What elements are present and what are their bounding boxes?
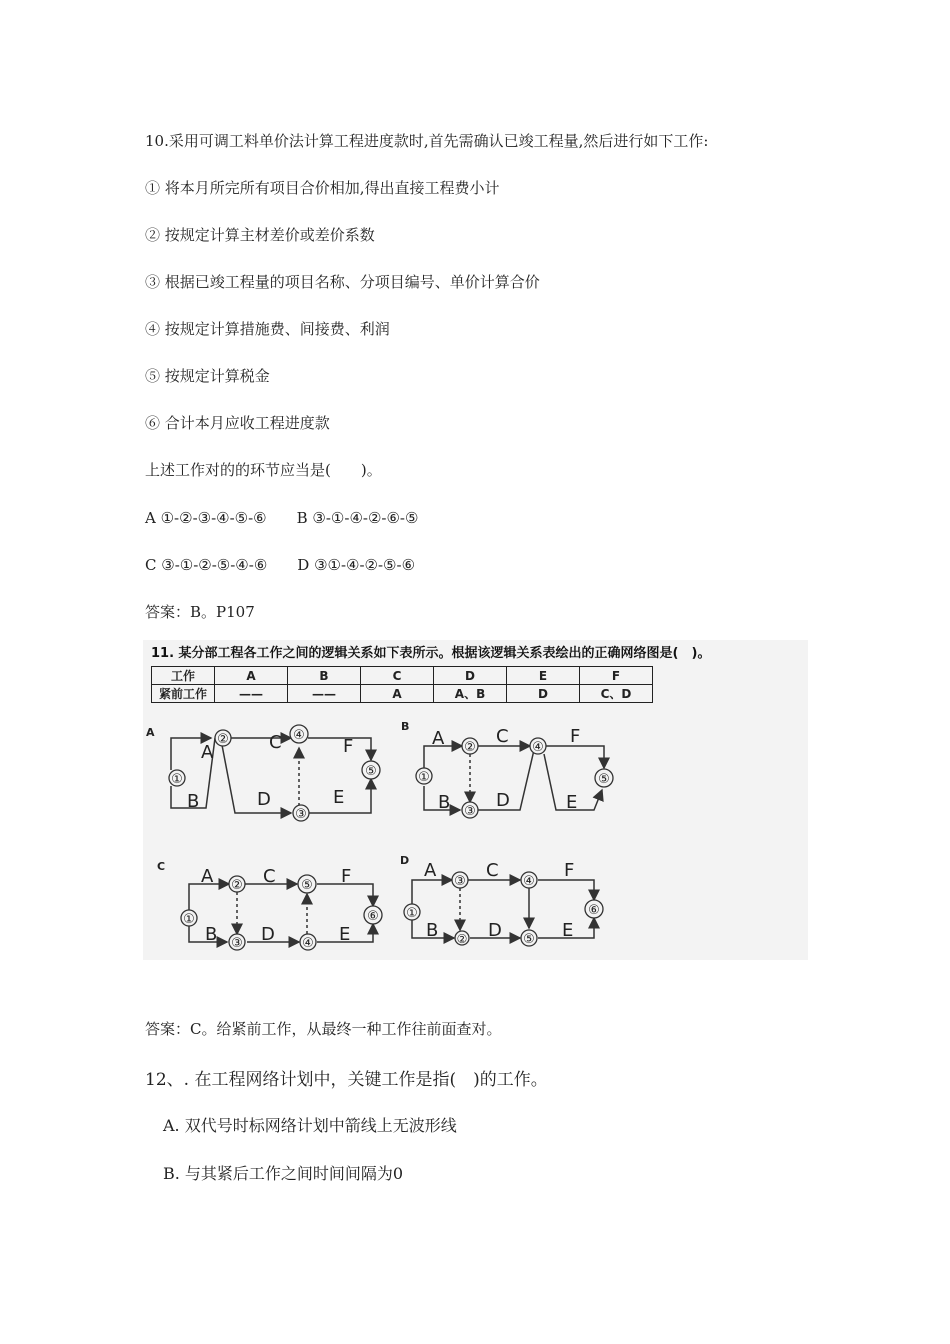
- node-label: ③: [464, 804, 476, 819]
- node-label: ⑤: [598, 772, 610, 787]
- activity-label: F: [341, 866, 352, 887]
- node-label: ④: [293, 728, 305, 743]
- node-label: ⑥: [588, 903, 600, 918]
- table-cell: A、B: [434, 685, 507, 703]
- activity-label: D: [261, 924, 275, 945]
- table-cell: F: [580, 667, 653, 685]
- activity-label: F: [570, 726, 581, 747]
- node-label: ⑤: [365, 764, 377, 779]
- network-diagram-d: [398, 852, 623, 957]
- node-label: ①: [406, 906, 418, 921]
- q11-caption: 11. 某分部工程各工作之间的逻辑关系如下表所示。根据该逻辑关系表绘出的正确网络图是( )。: [151, 646, 711, 661]
- table-header-pred: 紧前工作: [152, 685, 215, 703]
- table-cell: D: [507, 685, 580, 703]
- activity-label: E: [339, 924, 351, 945]
- q10-step-5: ⑤ 按规定计算税金: [145, 367, 270, 385]
- table-cell: A: [361, 685, 434, 703]
- table-cell: C: [361, 667, 434, 685]
- activity-label: B: [187, 791, 200, 812]
- node-label: ④: [523, 874, 535, 889]
- diagram-letter: C: [157, 860, 166, 873]
- activity-label: F: [564, 860, 575, 881]
- logic-table-row-pred: [152, 685, 653, 703]
- q12-stem: 12、. 在工程网络计划中，关键工作是指( )的工作。: [145, 1070, 548, 1090]
- q10-options-row1: A ①-②-③-④-⑤-⑥ B ③-①-④-②-⑥-⑤: [145, 509, 419, 527]
- activity-label: E: [566, 792, 578, 813]
- node-label: ③: [454, 874, 466, 889]
- activity-label: B: [438, 792, 451, 813]
- q10-step-2: ② 按规定计算主材差价或差价系数: [145, 226, 375, 244]
- q12-option-a: A. 双代号时标网络计划中箭线上无波形线: [163, 1116, 457, 1135]
- activity-label: A: [424, 860, 437, 881]
- node-label: ④: [302, 936, 314, 951]
- activity-label: D: [496, 790, 510, 811]
- q10-answer: 答案：B。P107: [145, 603, 255, 621]
- q10-options-row2: C ③-①-②-⑤-④-⑥ D ③①-④-②-⑤-⑥: [145, 556, 416, 574]
- q10-step-6: ⑥ 合计本月应收工程进度款: [145, 414, 330, 432]
- diagram-letter: B: [401, 720, 410, 733]
- table-cell: E: [507, 667, 580, 685]
- node-label: ①: [418, 770, 430, 785]
- table-cell: ——: [288, 685, 361, 703]
- table-cell: B: [288, 667, 361, 685]
- network-diagram-b: [398, 718, 623, 833]
- activity-label: A: [201, 742, 214, 763]
- table-cell: A: [215, 667, 288, 685]
- node-label: ⑤: [301, 878, 313, 893]
- logic-table-row-work: [152, 667, 653, 685]
- network-diagram-a: [143, 718, 393, 833]
- q10-step-4: ④ 按规定计算措施费、间接费、利润: [145, 320, 390, 338]
- activity-label: D: [257, 789, 271, 810]
- node-label: ②: [217, 732, 229, 747]
- node-label: ③: [231, 936, 243, 951]
- diagram-letter: D: [400, 854, 410, 867]
- q11-answer: 答案：C。给紧前工作，从最终一种工作往前面查对。: [145, 1020, 502, 1038]
- activity-label: A: [201, 866, 214, 887]
- q12-option-b: B. 与其紧后工作之间时间间隔为0: [163, 1164, 404, 1183]
- q10-step-1: ① 将本月所完所有项目合价相加,得出直接工程费小计: [145, 179, 500, 197]
- node-label: ③: [295, 807, 307, 822]
- activity-label: E: [333, 787, 345, 808]
- node-label: ②: [456, 932, 468, 946]
- node-label: ②: [464, 740, 476, 755]
- table-cell: D: [434, 667, 507, 685]
- q11-figure: [143, 640, 808, 960]
- table-header-work: 工作: [152, 667, 215, 685]
- activity-label: C: [263, 866, 276, 887]
- q10-ask: 上述工作对的的环节应当是( )。: [145, 461, 382, 479]
- node-label: ⑥: [367, 909, 379, 924]
- activity-label: D: [488, 920, 502, 941]
- q10-stem: 10.采用可调工料单价法计算工程进度款时,首先需确认已竣工程量,然后进行如下工作:: [145, 132, 709, 150]
- q10-step-3: ③ 根据已竣工程量的项目名称、分项目编号、单价计算合价: [145, 273, 540, 291]
- activity-label: E: [562, 920, 574, 941]
- node-label: ①: [171, 772, 183, 787]
- node-label: ④: [532, 740, 544, 755]
- activity-label: B: [426, 920, 439, 941]
- network-diagram-c: [143, 852, 393, 957]
- activity-label: F: [343, 736, 354, 757]
- activity-label: B: [205, 924, 218, 945]
- activity-label: A: [432, 728, 445, 749]
- activity-label: C: [486, 860, 499, 881]
- activity-label: C: [496, 726, 509, 747]
- diagram-letter: A: [146, 726, 155, 739]
- logic-table: [151, 666, 653, 703]
- table-cell: C、D: [580, 685, 653, 703]
- node-label: ①: [183, 912, 195, 927]
- table-cell: ——: [215, 685, 288, 703]
- node-label: ⑤: [523, 932, 535, 947]
- node-label: ②: [231, 878, 243, 893]
- activity-label: C: [269, 732, 282, 753]
